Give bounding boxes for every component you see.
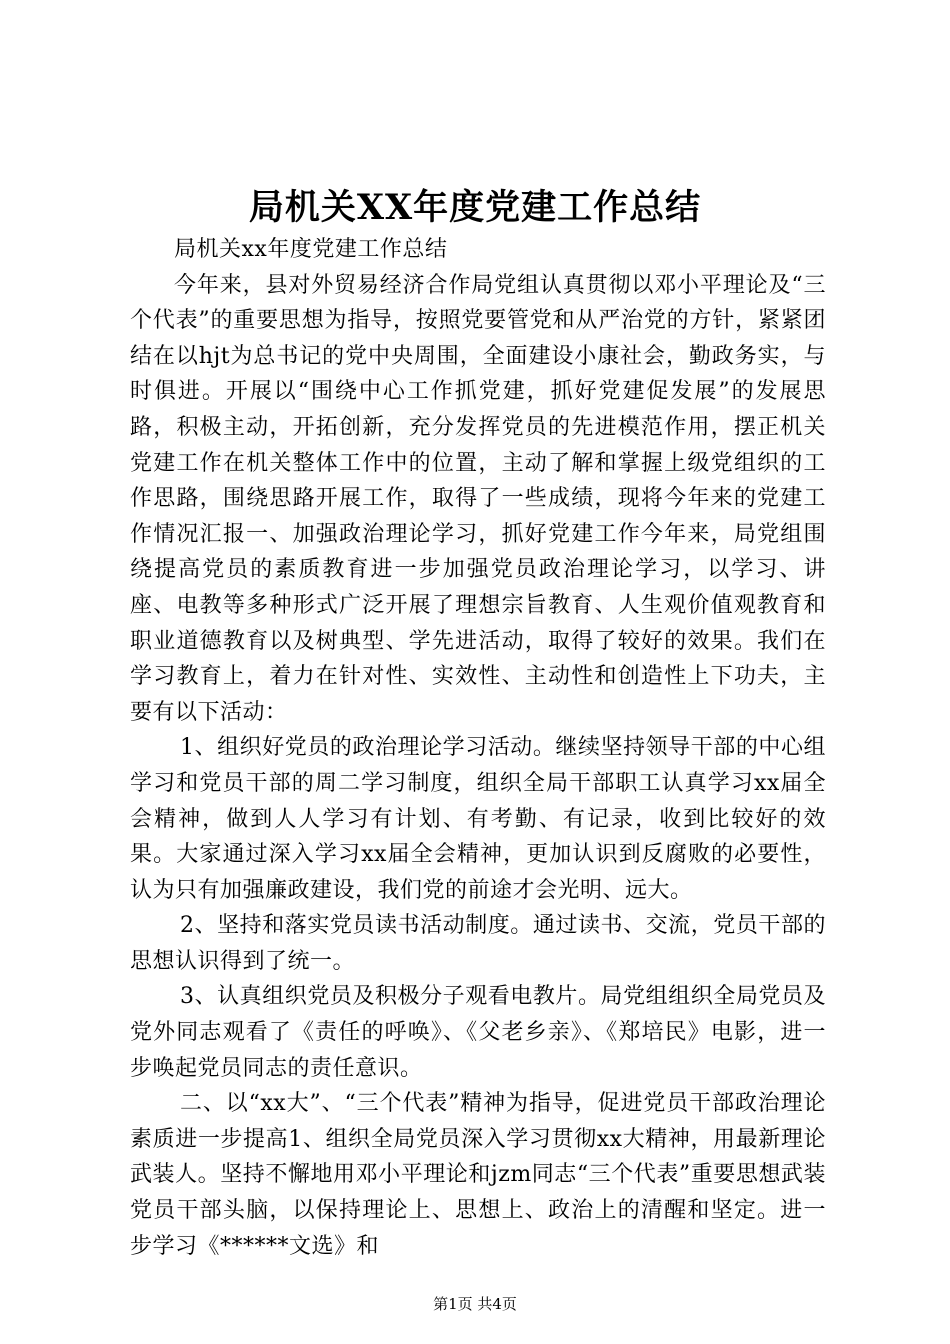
subtitle-paragraph: 局机关xx年度党建工作总结 — [174, 237, 448, 262]
page-footer: 第1页 共4页 — [433, 1295, 517, 1313]
item-2-paragraph: 2、坚持和落实党员读书活动制度。通过读书、交流，党员干部的思想认识得到了统一。 — [130, 913, 826, 974]
document-title: 局机关XX年度党建工作总结 — [248, 187, 702, 228]
section-2-paragraph: 二、以“xx大”、“三个代表”精神为指导，促进党员干部政治理论素质进一步提高1、组织全局党员深入学习贯彻xx大精神，用最新理论武装人。坚持不懈地用邓小平理论和jzm同志“三个代表”重要思想武装党员干部头脑，以保持理论上、思想上、政治上的清醒和坚定。进一步学习《******文选》和 — [130, 1091, 826, 1259]
item-1-paragraph: 1、组织好党员的政治理论学习活动。继续坚持领导干部的中心组学习和党员干部的周二学习制度，组织全局干部职工认真学习xx届全会精神，做到人人学习有计划、有考勤、有记录，收到比较好的效果。大家通过深入学习xx届全会精神，更加认识到反腐败的必要性，认为只有加强廉政建设，我们党的前途才会光明、远大。 — [130, 735, 826, 903]
document-body — [130, 232, 826, 1264]
item-3-paragraph: 3、认真组织党员及积极分子观看电教片。局党组组织全局党员及党外同志观看了《责任的呼唤》、《父老乡亲》、《郑培民》电影，进一步唤起党员同志的责任意识。 — [130, 984, 826, 1081]
intro-paragraph: 今年来，县对外贸易经济合作局党组认真贯彻以邓小平理论及“三个代表”的重要思想为指导，按照党要管党和从严治党的方针，紧紧团结在以hjt为总书记的党中央周围，全面建设小康社会，勤政务实，与时俱进。开展以“围绕中心工作抓党建，抓好党建促发展”的发展思路，积极主动，开拓创新，充分发挥党员的先进模范作用，摆正机关党建工作在机关整体工作中的位置，主动了解和掌握上级党组织的工作思路，围绕思路开展工作，取得了一些成绩，现将今年来的党建工作情况汇报一、加强政治理论学习，抓好党建工作今年来，局党组围绕提高党员的素质教育进一步加强党员政治理论学习，以学习、讲座、电教等多种形式广泛开展了理想宗旨教育、人生观价值观教育和职业道德教育以及树典型、学先进活动，取得了较好的效果。我们在学习教育上，着力在针对性、实效性、主动性和创造性上下功夫，主要有以下活动： — [130, 272, 826, 725]
